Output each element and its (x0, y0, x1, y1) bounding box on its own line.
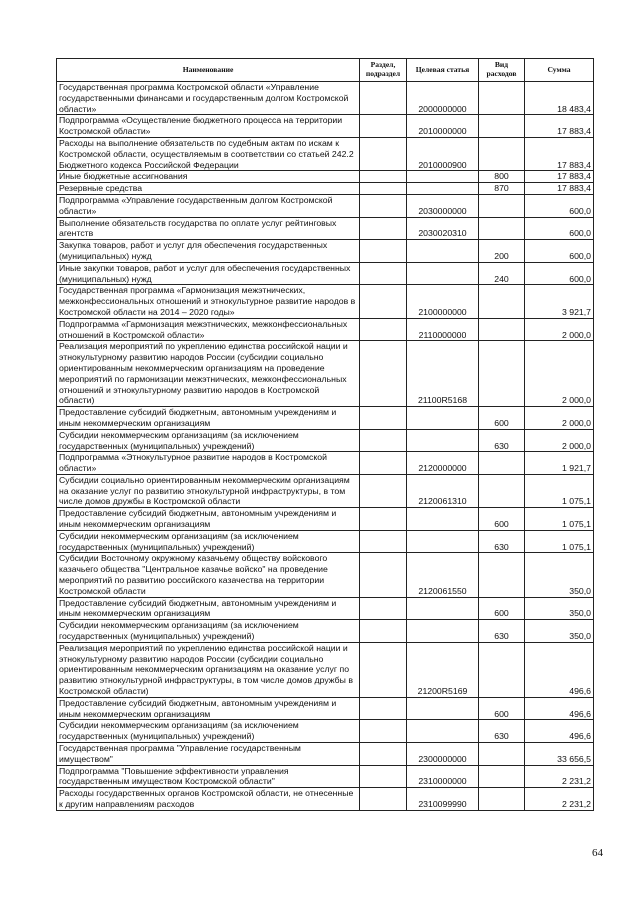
cell-name: Расходы государственных органов Костромской области, не отнесенные к другим направлениям расходов (57, 788, 360, 811)
table-row (57, 262, 594, 285)
cell-section (360, 597, 407, 620)
table-row (57, 788, 594, 811)
cell-amount: 496,6 (525, 642, 594, 697)
cell-section (360, 697, 407, 720)
table-row (57, 530, 594, 553)
table-row (57, 743, 594, 766)
cell-target: 2310000000 (407, 765, 479, 788)
cell-amount: 496,6 (525, 720, 594, 743)
cell-amount: 600,0 (525, 240, 594, 263)
cell-section (360, 452, 407, 475)
cell-exptype (479, 318, 525, 341)
cell-section (360, 194, 407, 217)
cell-amount: 2 000,0 (525, 407, 594, 430)
table-row (57, 171, 594, 183)
table-row (57, 341, 594, 407)
table-row (57, 318, 594, 341)
cell-section (360, 720, 407, 743)
cell-target (407, 240, 479, 263)
cell-target: 2100000000 (407, 285, 479, 318)
cell-name: Иные бюджетные ассигнования (57, 171, 360, 183)
cell-name: Подпрограмма «Управление государственным долгом Костромской области» (57, 194, 360, 217)
cell-amount: 17 883,4 (525, 137, 594, 170)
cell-section (360, 508, 407, 531)
cell-section (360, 407, 407, 430)
table-row (57, 508, 594, 531)
table-row (57, 285, 594, 318)
cell-name: Предоставление субсидий бюджетным, автономным учреждениям и иным некоммерческим организациям (57, 508, 360, 531)
cell-section (360, 262, 407, 285)
table-row (57, 553, 594, 597)
cell-target: 2120061550 (407, 553, 479, 597)
cell-exptype (479, 217, 525, 240)
cell-target: 2120061310 (407, 474, 479, 507)
cell-section (360, 217, 407, 240)
table-row (57, 597, 594, 620)
cell-target (407, 262, 479, 285)
cell-name: Закупка товаров, работ и услуг для обеспечения государственных (муниципальных) нужд (57, 240, 360, 263)
cell-name: Субсидии некоммерческим организациям (за исключением государственных (муниципальных) учреждений) (57, 620, 360, 643)
cell-section (360, 530, 407, 553)
budget-table (56, 58, 594, 811)
header-name: Наименование (57, 59, 360, 82)
cell-name: Государственная программа Костромской области «Управление государственными финансами и государственным долгом Костромской области» (57, 82, 360, 115)
cell-amount: 2 000,0 (525, 341, 594, 407)
cell-exptype (479, 115, 525, 138)
table-header-row (57, 59, 594, 82)
cell-target: 21200R5169 (407, 642, 479, 697)
cell-name: Субсидии социально ориентированным некоммерческим организациям на оказание услуг по развитию этнокультурной инфраструктуры, в том числе домов дружбы в Костромской области (57, 474, 360, 507)
cell-target: 2300000000 (407, 743, 479, 766)
cell-section (360, 553, 407, 597)
cell-exptype: 630 (479, 620, 525, 643)
table-row (57, 82, 594, 115)
header-exptype: Вид расходов (479, 59, 525, 82)
cell-exptype (479, 642, 525, 697)
cell-target (407, 597, 479, 620)
cell-amount: 350,0 (525, 553, 594, 597)
cell-section (360, 285, 407, 318)
cell-amount: 2 231,2 (525, 788, 594, 811)
cell-exptype: 800 (479, 171, 525, 183)
header-section: Раздел, подраздел (360, 59, 407, 82)
cell-name: Государственная программа "Управление государственным имуществом" (57, 743, 360, 766)
cell-amount: 350,0 (525, 597, 594, 620)
cell-exptype: 600 (479, 597, 525, 620)
cell-name: Предоставление субсидий бюджетным, автономным учреждениям и иным некоммерческим организациям (57, 407, 360, 430)
cell-target: 2310099990 (407, 788, 479, 811)
cell-section (360, 642, 407, 697)
cell-exptype: 630 (479, 429, 525, 452)
cell-name: Государственная программа «Гармонизация межэтнических, межконфессиональных отношений и этнокультурное развитие народов в Костромской области на 2014 – 2020 годы» (57, 285, 360, 318)
cell-target (407, 620, 479, 643)
cell-target: 2000000000 (407, 82, 479, 115)
cell-section (360, 82, 407, 115)
cell-exptype: 200 (479, 240, 525, 263)
cell-target (407, 171, 479, 183)
cell-section (360, 183, 407, 195)
table-row (57, 240, 594, 263)
table-row (57, 452, 594, 475)
cell-exptype: 630 (479, 530, 525, 553)
cell-section (360, 171, 407, 183)
cell-exptype (479, 194, 525, 217)
cell-exptype (479, 765, 525, 788)
cell-amount: 1 075,1 (525, 508, 594, 531)
cell-amount: 600,0 (525, 262, 594, 285)
cell-target (407, 697, 479, 720)
cell-amount: 600,0 (525, 194, 594, 217)
cell-name: Подпрограмма "Повышение эффективности управления государственным имуществом Костромской области" (57, 765, 360, 788)
page-number: 64 (592, 847, 603, 859)
cell-target: 21100R5168 (407, 341, 479, 407)
cell-exptype: 600 (479, 508, 525, 531)
cell-target (407, 530, 479, 553)
cell-amount: 496,6 (525, 697, 594, 720)
cell-name: Выполнение обязательств государства по оплате услуг рейтинговых агентств (57, 217, 360, 240)
cell-target (407, 429, 479, 452)
cell-target: 2030000000 (407, 194, 479, 217)
cell-exptype (479, 788, 525, 811)
cell-amount: 17 883,4 (525, 183, 594, 195)
cell-section (360, 788, 407, 811)
cell-section (360, 341, 407, 407)
cell-amount: 1 921,7 (525, 452, 594, 475)
cell-exptype (479, 137, 525, 170)
cell-amount: 2 231,2 (525, 765, 594, 788)
cell-amount: 1 075,1 (525, 474, 594, 507)
cell-exptype: 600 (479, 697, 525, 720)
cell-section (360, 474, 407, 507)
cell-amount: 350,0 (525, 620, 594, 643)
cell-name: Предоставление субсидий бюджетным, автономным учреждениям и иным некоммерческим организациям (57, 597, 360, 620)
cell-name: Предоставление субсидий бюджетным, автономным учреждениям и иным некоммерческим организациям (57, 697, 360, 720)
cell-exptype: 630 (479, 720, 525, 743)
cell-amount: 33 656,5 (525, 743, 594, 766)
cell-target: 2010000000 (407, 115, 479, 138)
cell-exptype (479, 285, 525, 318)
table-row (57, 407, 594, 430)
cell-target: 2030020310 (407, 217, 479, 240)
cell-target: 2120000000 (407, 452, 479, 475)
cell-name: Субсидии некоммерческим организациям (за исключением государственных (муниципальных) учреждений) (57, 530, 360, 553)
cell-target: 2110000000 (407, 318, 479, 341)
cell-name: Субсидии некоммерческим организациям (за исключением государственных (муниципальных) учреждений) (57, 720, 360, 743)
cell-name: Подпрограмма «Гармонизация межэтнических, межконфессиональных отношений в Костромской области» (57, 318, 360, 341)
table-row (57, 429, 594, 452)
cell-section (360, 240, 407, 263)
cell-exptype (479, 452, 525, 475)
cell-section (360, 765, 407, 788)
cell-section (360, 743, 407, 766)
cell-section (360, 620, 407, 643)
cell-amount: 17 883,4 (525, 171, 594, 183)
table-row (57, 620, 594, 643)
cell-amount: 2 000,0 (525, 429, 594, 452)
cell-amount: 600,0 (525, 217, 594, 240)
cell-section (360, 429, 407, 452)
table-row (57, 137, 594, 170)
cell-name: Подпрограмма «Этнокультурное развитие народов в Костромской области» (57, 452, 360, 475)
cell-exptype: 870 (479, 183, 525, 195)
cell-section (360, 318, 407, 341)
cell-name: Субсидии некоммерческим организациям (за исключением государственных (муниципальных) учреждений) (57, 429, 360, 452)
cell-name: Расходы на выполнение обязательств по судебным актам по искам к Костромской области, осуществляемым в соответствии со статьей 242.2 Бюджетного кодекса Российской Федерации (57, 137, 360, 170)
cell-amount: 3 921,7 (525, 285, 594, 318)
cell-exptype (479, 743, 525, 766)
cell-target (407, 407, 479, 430)
cell-exptype: 240 (479, 262, 525, 285)
cell-name: Иные закупки товаров, работ и услуг для обеспечения государственных (муниципальных) нужд (57, 262, 360, 285)
cell-amount: 17 883,4 (525, 115, 594, 138)
table-row (57, 474, 594, 507)
table-row (57, 720, 594, 743)
cell-exptype (479, 341, 525, 407)
cell-exptype (479, 474, 525, 507)
cell-target (407, 508, 479, 531)
cell-target (407, 183, 479, 195)
table-row (57, 115, 594, 138)
table-row (57, 217, 594, 240)
header-target: Целевая статья (407, 59, 479, 82)
table-row (57, 183, 594, 195)
table-row (57, 697, 594, 720)
cell-name: Субсидии Восточному окружному казачьему обществу войскового казачьего общества "Центральное казачье войско" на проведение мероприятий по развитию российского казачества на территории Костромской области (57, 553, 360, 597)
cell-target (407, 720, 479, 743)
cell-name: Подпрограмма «Осуществление бюджетного процесса на территории Костромской области» (57, 115, 360, 138)
cell-name: Реализация мероприятий по укреплению единства российской нации и этнокультурному развитию народов России (субсидии социально ориентированным некоммерческим организациям на оказание услуг по развитию этнокультурной инфраструктуры, в том числе домов дружбы в Костромской области) (57, 642, 360, 697)
table-row (57, 642, 594, 697)
table-body (57, 82, 594, 811)
table-row (57, 194, 594, 217)
cell-exptype (479, 553, 525, 597)
table-row (57, 765, 594, 788)
cell-amount: 1 075,1 (525, 530, 594, 553)
cell-section (360, 137, 407, 170)
cell-exptype: 600 (479, 407, 525, 430)
cell-amount: 18 483,4 (525, 82, 594, 115)
cell-amount: 2 000,0 (525, 318, 594, 341)
cell-name: Резервные средства (57, 183, 360, 195)
cell-name: Реализация мероприятий по укреплению единства российской нации и этнокультурному развитию народов России (субсидии социально ориентированным некоммерческим организациям на проведение мероприятий по гармонизации межэтнических, межконфессиональных отношений и этнокультурному развитию народов в Костромской области) (57, 341, 360, 407)
header-amount: Сумма (525, 59, 594, 82)
cell-section (360, 115, 407, 138)
cell-target: 2010000900 (407, 137, 479, 170)
cell-exptype (479, 82, 525, 115)
